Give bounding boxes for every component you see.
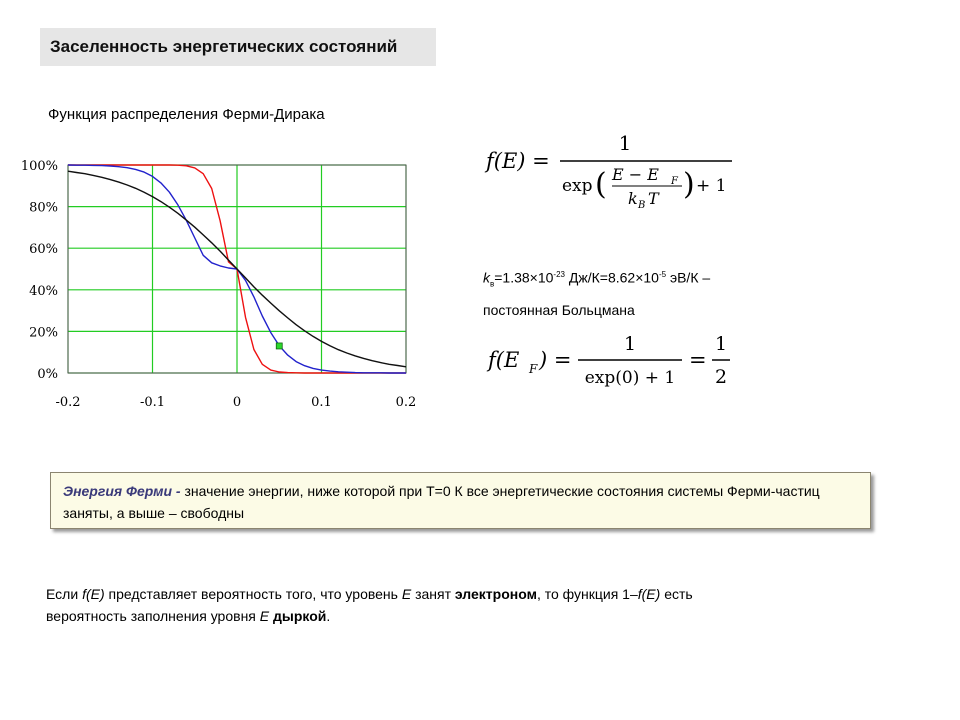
formula-inner-numerator-sub: F <box>671 176 678 187</box>
fermi-dirac-formula <box>482 128 752 210</box>
definition-text: значение энергии, ниже которой при Т=0 К все энергетические состояния системы Ферми-частиц заняты, а выше – свободны <box>63 483 820 521</box>
formula-exp: exp <box>562 176 593 196</box>
x-tick-label: -0.2 <box>55 395 81 410</box>
fermi-formula-denominator: exp(0) + 1 <box>584 368 676 388</box>
fermi-level-formula <box>484 326 744 392</box>
kb-caption: постоянная Больцмана <box>483 302 635 319</box>
fermi-formula-numerator: 1 <box>623 333 637 355</box>
note-p5: есть вероятность заполнения уровня <box>46 586 693 624</box>
chart-caption: Функция распределения Ферми-Дирака <box>48 106 325 123</box>
formula-plus-one: + 1 <box>696 176 727 196</box>
hole-probability-note <box>46 583 776 627</box>
y-tick-label: 0% <box>37 367 58 382</box>
formula-inner-den-sub: B <box>638 200 646 210</box>
note-p4: , то функция 1– <box>536 586 638 602</box>
y-tick-label: 80% <box>29 200 58 216</box>
y-tick-label: 60% <box>29 242 58 258</box>
fermi-formula-rhs-den: 2 <box>714 366 728 388</box>
kb-value: =1.38×10 <box>494 269 554 286</box>
data-point-marker <box>276 343 282 349</box>
formula-paren-close: ) <box>683 167 695 202</box>
note-f1: f(E) <box>82 586 105 602</box>
slide-title: Заселенность энергетических состояний <box>40 28 436 66</box>
fermi-formula-lhs: f(E <box>488 348 520 372</box>
y-tick-label: 100% <box>20 159 58 174</box>
note-electron: электроном <box>454 586 537 602</box>
kb-exp-b: -5 <box>658 270 667 279</box>
x-tick-label: 0 <box>232 395 242 410</box>
note-p1: Если <box>46 586 83 602</box>
fermi-energy-definition <box>50 472 871 529</box>
formula-inner-den: k <box>628 189 638 208</box>
fermi-formula-lhs-sub: F <box>529 362 538 376</box>
kb-symbol: k <box>483 269 490 286</box>
note-e1: E <box>401 586 412 602</box>
formula-inner-den-tail: T <box>648 189 659 208</box>
y-tick-label: 40% <box>29 283 58 299</box>
note-p2: представляет вероятность того, что уровень <box>104 586 402 602</box>
formula-lhs: f(E) = <box>486 149 550 173</box>
definition-term: Энергия Ферми - <box>63 483 181 499</box>
kb-unit-b: эВ/К – <box>666 269 711 286</box>
x-tick-label: -0.1 <box>139 395 166 410</box>
formula-numerator: 1 <box>618 131 632 155</box>
note-f2: f(E) <box>637 586 661 602</box>
boltzmann-constant <box>483 262 710 323</box>
note-e2: E <box>259 608 270 624</box>
x-tick-label: 0.1 <box>311 395 332 410</box>
fermi-formula-rhs-num: 1 <box>714 333 728 355</box>
note-p7: . <box>326 608 331 624</box>
kb-symbol-sub: в <box>490 279 495 289</box>
kb-unit-a: Дж/К=8.62×10 <box>564 269 659 286</box>
formula-paren-open: ( <box>595 167 607 202</box>
note-p3: занят <box>411 586 455 602</box>
y-tick-label: 20% <box>29 325 58 341</box>
fermi-dirac-chart <box>10 150 430 420</box>
fermi-formula-eq: = <box>689 348 707 372</box>
note-hole: дыркой <box>273 608 327 624</box>
x-tick-label: 0.2 <box>395 395 417 410</box>
formula-inner-numerator: E − E <box>612 165 659 184</box>
kb-exp-a: -23 <box>553 270 565 279</box>
fermi-formula-lhs-close: ) = <box>539 348 572 372</box>
